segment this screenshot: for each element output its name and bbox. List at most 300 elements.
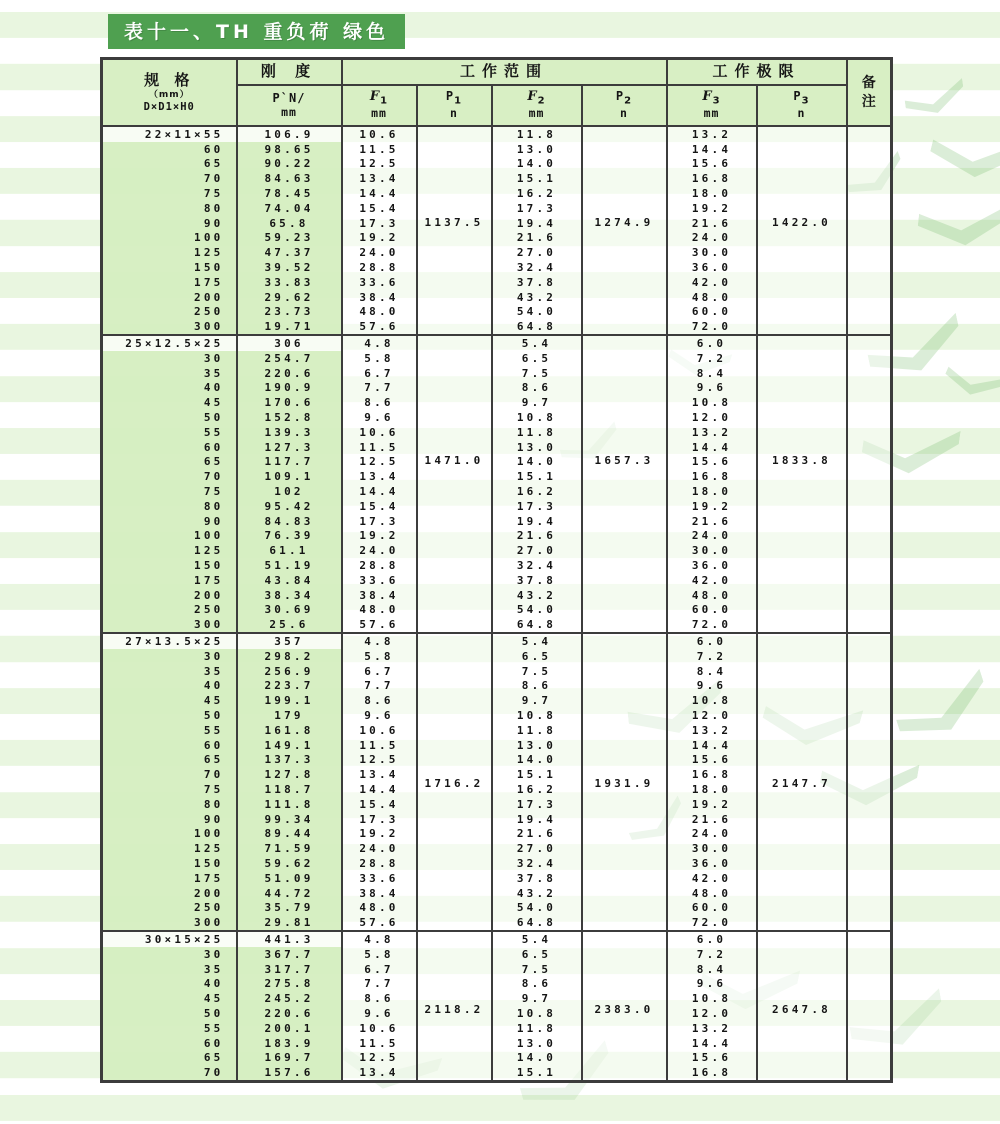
f1-cell: 57.6	[342, 617, 417, 633]
f2-cell: 15.1	[492, 469, 582, 484]
f1-cell: 24.0	[342, 543, 417, 558]
f1-cell: 33.6	[342, 275, 417, 290]
f3-cell: 21.6	[667, 216, 757, 231]
stiffness-cell: 179	[237, 708, 342, 723]
f3-cell: 6.0	[667, 335, 757, 351]
f1-cell: 7.7	[342, 678, 417, 693]
f1-cell: 38.4	[342, 588, 417, 603]
f3-cell: 15.6	[667, 1050, 757, 1065]
f1-cell: 6.7	[342, 962, 417, 977]
p2-value: 2383.0	[594, 1002, 654, 1016]
stiffness-cell: 102	[237, 484, 342, 499]
stiffness-cell: 367.7	[237, 947, 342, 962]
f1-cell: 11.5	[342, 440, 417, 455]
f3-cell: 30.0	[667, 543, 757, 558]
spec-cell: 100	[102, 529, 237, 544]
leaf-decoration	[889, 669, 998, 755]
stiffness-cell: 161.8	[237, 723, 342, 738]
f1-cell: 4.8	[342, 931, 417, 947]
f2-cell: 5.4	[492, 931, 582, 947]
f3-cell: 21.6	[667, 514, 757, 529]
stiffness-cell: 84.63	[237, 171, 342, 186]
f1-cell: 57.6	[342, 915, 417, 931]
p3-symbol: P	[793, 89, 802, 104]
spec-cell: 50	[102, 1006, 237, 1021]
f1-symbol: F	[369, 89, 381, 105]
f2-cell: 8.6	[492, 976, 582, 991]
p2-merged-cell	[582, 126, 667, 335]
spec-cell: 60	[102, 738, 237, 753]
stiffness-cell: 317.7	[237, 962, 342, 977]
sub-header-p3	[757, 85, 847, 126]
spec-cell: 70	[102, 1065, 237, 1081]
f3-cell: 14.4	[667, 440, 757, 455]
f3-symbol: F	[702, 89, 713, 105]
f2-cell: 32.4	[492, 260, 582, 275]
f1-cell: 13.4	[342, 1065, 417, 1081]
spec-cell: 250	[102, 603, 237, 618]
p1-merged-cell	[417, 931, 492, 1081]
stiffness-cell: 38.34	[237, 588, 342, 603]
stiffness-cell: 76.39	[237, 529, 342, 544]
f3-cell: 48.0	[667, 290, 757, 305]
f3-cell: 10.8	[667, 991, 757, 1006]
stiffness-cell: 59.62	[237, 856, 342, 871]
f2-cell: 19.4	[492, 812, 582, 827]
f2-cell: 10.8	[492, 1006, 582, 1021]
f3-cell: 10.8	[667, 395, 757, 410]
f3-cell: 48.0	[667, 588, 757, 603]
spec-cell: 35	[102, 962, 237, 977]
p3-value: 2147.7	[772, 776, 831, 790]
spec-cell: 45	[102, 991, 237, 1006]
f2-cell: 21.6	[492, 231, 582, 246]
stiffness-cell: 137.3	[237, 752, 342, 767]
stiffness-cell: 117.7	[237, 455, 342, 470]
f1-cell: 10.6	[342, 1021, 417, 1036]
stiffness-cell: 29.81	[237, 915, 342, 931]
spec-cell: 175	[102, 573, 237, 588]
stiffness-cell: 183.9	[237, 1036, 342, 1051]
spec-cell: 200	[102, 588, 237, 603]
f1-cell: 9.6	[342, 410, 417, 425]
stiffness-cell: 306	[237, 335, 342, 351]
p3-value: 1422.0	[772, 216, 831, 230]
spec-cell: 80	[102, 797, 237, 812]
spec-cell: 300	[102, 915, 237, 931]
f3-cell: 16.8	[667, 469, 757, 484]
f2-cell: 64.8	[492, 617, 582, 633]
f1-cell: 19.2	[342, 231, 417, 246]
f1-cell: 48.0	[342, 603, 417, 618]
stiffness-cell: 95.42	[237, 499, 342, 514]
f3-cell: 15.6	[667, 752, 757, 767]
f2-cell: 7.5	[492, 664, 582, 679]
f1-cell: 7.7	[342, 381, 417, 396]
f2-cell: 54.0	[492, 305, 582, 320]
p2-merged-cell	[582, 335, 667, 633]
spec-cell: 300	[102, 617, 237, 633]
table-row	[102, 633, 892, 649]
f3-cell: 19.2	[667, 499, 757, 514]
f2-cell: 7.5	[492, 962, 582, 977]
f2-cell: 11.8	[492, 723, 582, 738]
f1-cell: 10.6	[342, 126, 417, 142]
p2-value: 1931.9	[594, 776, 654, 790]
stiffness-cell: 33.83	[237, 275, 342, 290]
group-header-working-range: 工作范围	[342, 59, 667, 86]
f1-cell: 8.6	[342, 395, 417, 410]
f1-cell: 19.2	[342, 826, 417, 841]
f3-cell: 15.6	[667, 455, 757, 470]
spec-cell: 175	[102, 871, 237, 886]
remark-label: 备注	[861, 74, 876, 110]
f3-cell: 15.6	[667, 157, 757, 172]
stiffness-cell: 223.7	[237, 678, 342, 693]
f2-cell: 8.6	[492, 678, 582, 693]
f2-cell: 37.8	[492, 275, 582, 290]
f1-cell: 12.5	[342, 455, 417, 470]
f1-cell: 13.4	[342, 767, 417, 782]
f3-cell: 21.6	[667, 812, 757, 827]
spring-spec-table	[100, 57, 893, 1083]
spec-cell: 30	[102, 649, 237, 664]
f3-cell: 14.4	[667, 738, 757, 753]
f2-cell: 11.8	[492, 425, 582, 440]
f3-cell: 8.4	[667, 962, 757, 977]
f1-cell: 5.8	[342, 947, 417, 962]
p1-value: 2118.2	[424, 1002, 484, 1016]
f1-cell: 24.0	[342, 841, 417, 856]
f1-cell: 9.6	[342, 708, 417, 723]
spec-cell: 70	[102, 469, 237, 484]
p3-unit: n	[797, 106, 806, 121]
spec-cell: 65	[102, 1050, 237, 1065]
p1-unit: n	[450, 106, 458, 121]
f1-cell: 48.0	[342, 305, 417, 320]
spec-cell: 90	[102, 514, 237, 529]
f2-cell: 43.2	[492, 588, 582, 603]
spec-cell: 50	[102, 708, 237, 723]
table-row	[102, 335, 892, 351]
stiffness-cell: 89.44	[237, 826, 342, 841]
f2-cell: 32.4	[492, 558, 582, 573]
f1-cell: 14.4	[342, 782, 417, 797]
spec-cell: 45	[102, 693, 237, 708]
f2-cell: 32.4	[492, 856, 582, 871]
spec-cell: 125	[102, 245, 237, 260]
f2-cell: 10.8	[492, 410, 582, 425]
stiffness-cell: 84.83	[237, 514, 342, 529]
f2-cell: 6.5	[492, 947, 582, 962]
stiffness-cell: 111.8	[237, 797, 342, 812]
stiffness-cell: 275.8	[237, 976, 342, 991]
stiffness-cell: 61.1	[237, 543, 342, 558]
p1-value: 1471.0	[424, 453, 484, 467]
f1-cell: 14.4	[342, 186, 417, 201]
f1-cell: 6.7	[342, 664, 417, 679]
p3-merged-cell	[757, 633, 847, 931]
table-header	[102, 59, 892, 127]
spec-cell: 90	[102, 216, 237, 231]
f2-cell: 13.0	[492, 440, 582, 455]
f2-cell: 16.2	[492, 782, 582, 797]
stiffness-cell: 71.59	[237, 841, 342, 856]
f2-cell: 15.1	[492, 1065, 582, 1081]
f3-cell: 19.2	[667, 201, 757, 216]
stiffness-cell: 441.3	[237, 931, 342, 947]
sub-header-f1	[342, 85, 417, 126]
f2-cell: 13.0	[492, 738, 582, 753]
f1-cell: 8.6	[342, 693, 417, 708]
f1-cell: 33.6	[342, 871, 417, 886]
spec-cell: 100	[102, 826, 237, 841]
f2-cell: 9.7	[492, 693, 582, 708]
col-header-remark	[847, 59, 892, 127]
stiffness-unit: mm	[281, 104, 297, 119]
stiffness-cell: 149.1	[237, 738, 342, 753]
stiffness-cell: 51.19	[237, 558, 342, 573]
p1-value: 1716.2	[424, 776, 484, 790]
f1-cell: 5.8	[342, 649, 417, 664]
leaf-decoration	[903, 78, 968, 124]
f1-cell: 28.8	[342, 260, 417, 275]
f1-cell: 12.5	[342, 157, 417, 172]
f1-cell: 38.4	[342, 886, 417, 901]
spec-cell: 25×12.5×25	[102, 335, 237, 351]
spec-cell: 80	[102, 201, 237, 216]
group-header-working-limit: 工作极限	[667, 59, 847, 86]
f3-cell: 13.2	[667, 425, 757, 440]
f1-cell: 28.8	[342, 558, 417, 573]
f2-cell: 16.2	[492, 484, 582, 499]
f2-cell: 54.0	[492, 603, 582, 618]
stiffness-cell: 78.45	[237, 186, 342, 201]
p2-merged-cell	[582, 931, 667, 1081]
f1-cell: 28.8	[342, 856, 417, 871]
spec-unit: （mm）	[148, 90, 190, 101]
stiffness-cell: 220.6	[237, 1006, 342, 1021]
f1-cell: 15.4	[342, 797, 417, 812]
f2-cell: 9.7	[492, 991, 582, 1006]
f2-cell: 17.3	[492, 499, 582, 514]
f2-cell: 6.5	[492, 351, 582, 366]
f3-cell: 42.0	[667, 275, 757, 290]
f1-unit: mm	[371, 106, 387, 121]
spec-cell: 27×13.5×25	[102, 633, 237, 649]
f2-cell: 19.4	[492, 216, 582, 231]
stiffness-cell: 25.6	[237, 617, 342, 633]
spec-cell: 80	[102, 499, 237, 514]
f1-cell: 33.6	[342, 573, 417, 588]
f2-cell: 21.6	[492, 826, 582, 841]
f3-cell: 42.0	[667, 573, 757, 588]
f1-cell: 15.4	[342, 499, 417, 514]
spec-cell: 90	[102, 812, 237, 827]
spec-cell: 30	[102, 351, 237, 366]
stiffness-cell: 90.22	[237, 157, 342, 172]
f2-cell: 7.5	[492, 366, 582, 381]
f1-cell: 24.0	[342, 245, 417, 260]
f2-cell: 6.5	[492, 649, 582, 664]
f2-cell: 5.4	[492, 335, 582, 351]
f2-cell: 11.8	[492, 1021, 582, 1036]
p2-value: 1657.3	[594, 453, 654, 467]
stiffness-cell: 30.69	[237, 603, 342, 618]
f3-cell: 60.0	[667, 305, 757, 320]
f1-cell: 14.4	[342, 484, 417, 499]
f2-cell: 43.2	[492, 886, 582, 901]
f3-cell: 36.0	[667, 260, 757, 275]
spec-cell: 60	[102, 440, 237, 455]
stiffness-cell: 23.73	[237, 305, 342, 320]
spec-cell: 150	[102, 558, 237, 573]
f3-cell: 60.0	[667, 603, 757, 618]
f3-cell: 12.0	[667, 708, 757, 723]
table-row	[102, 126, 892, 142]
f1-cell: 9.6	[342, 1006, 417, 1021]
f3-cell: 42.0	[667, 871, 757, 886]
spec-cell: 50	[102, 410, 237, 425]
col-header-spec	[102, 59, 237, 127]
f2-cell: 21.6	[492, 529, 582, 544]
spec-cell: 250	[102, 305, 237, 320]
spec-cell: 45	[102, 395, 237, 410]
f3-cell: 9.6	[667, 381, 757, 396]
stiffness-cell: 200.1	[237, 1021, 342, 1036]
f2-cell: 14.0	[492, 157, 582, 172]
stiffness-cell: 127.3	[237, 440, 342, 455]
f3-cell: 72.0	[667, 915, 757, 931]
f3-cell: 12.0	[667, 410, 757, 425]
sub-header-stiffness-unit	[237, 85, 342, 126]
stiffness-cell: 152.8	[237, 410, 342, 425]
spec-cell: 30	[102, 947, 237, 962]
p1-merged-cell	[417, 633, 492, 931]
f3-cell: 9.6	[667, 678, 757, 693]
f1-subscript: 1	[380, 95, 389, 107]
f3-cell: 24.0	[667, 231, 757, 246]
p2-symbol: P	[615, 89, 625, 104]
stiffness-cell: 220.6	[237, 366, 342, 381]
f2-cell: 27.0	[492, 245, 582, 260]
f1-cell: 19.2	[342, 529, 417, 544]
f2-symbol: F	[527, 89, 538, 105]
spec-cell: 40	[102, 976, 237, 991]
f3-unit: mm	[703, 106, 720, 121]
f2-cell: 10.8	[492, 708, 582, 723]
f1-cell: 57.6	[342, 319, 417, 335]
f1-cell: 15.4	[342, 201, 417, 216]
stiffness-cell: 254.7	[237, 351, 342, 366]
p3-merged-cell	[757, 335, 847, 633]
p2-subscript: 2	[624, 95, 633, 107]
f2-cell: 15.1	[492, 171, 582, 186]
f3-cell: 48.0	[667, 886, 757, 901]
f3-cell: 13.2	[667, 723, 757, 738]
f1-cell: 11.5	[342, 142, 417, 157]
f1-cell: 17.3	[342, 514, 417, 529]
f1-cell: 12.5	[342, 752, 417, 767]
spec-cell: 22×11×55	[102, 126, 237, 142]
spec-cell: 30×15×25	[102, 931, 237, 947]
stiffness-cell: 29.62	[237, 290, 342, 305]
stiffness-cell: 35.79	[237, 900, 342, 915]
f2-subscript: 2	[537, 95, 546, 107]
f1-cell: 48.0	[342, 900, 417, 915]
page-title: 表十一、TH 重负荷 绿色	[108, 14, 405, 49]
f3-cell: 19.2	[667, 797, 757, 812]
f1-cell: 6.7	[342, 366, 417, 381]
f3-cell: 60.0	[667, 900, 757, 915]
f1-cell: 38.4	[342, 290, 417, 305]
f3-cell: 7.2	[667, 947, 757, 962]
stiffness-cell: 43.84	[237, 573, 342, 588]
spec-cell: 70	[102, 171, 237, 186]
f2-cell: 8.6	[492, 381, 582, 396]
spec-cell: 35	[102, 366, 237, 381]
f3-cell: 16.8	[667, 1065, 757, 1081]
spec-cell: 100	[102, 231, 237, 246]
f1-cell: 13.4	[342, 469, 417, 484]
leaf-decoration	[939, 353, 1000, 412]
f3-cell: 36.0	[667, 856, 757, 871]
p1-merged-cell	[417, 335, 492, 633]
spec-cell: 250	[102, 900, 237, 915]
sub-header-p1	[417, 85, 492, 126]
stiffness-cell: 127.8	[237, 767, 342, 782]
p3-subscript: 3	[801, 95, 810, 107]
f3-cell: 6.0	[667, 633, 757, 649]
spec-cell: 75	[102, 484, 237, 499]
stiffness-cell: 106.9	[237, 126, 342, 142]
f3-subscript: 3	[712, 95, 721, 107]
f1-cell: 7.7	[342, 976, 417, 991]
remark-cell	[847, 126, 892, 335]
spec-formula: D×D1×H0	[143, 100, 195, 113]
spec-cell: 150	[102, 856, 237, 871]
stiffness-cell: 169.7	[237, 1050, 342, 1065]
p2-unit: n	[620, 106, 628, 121]
f1-cell: 17.3	[342, 216, 417, 231]
f2-cell: 27.0	[492, 543, 582, 558]
f2-cell: 37.8	[492, 871, 582, 886]
f2-cell: 19.4	[492, 514, 582, 529]
f2-cell: 54.0	[492, 900, 582, 915]
f2-cell: 27.0	[492, 841, 582, 856]
stiffness-cell: 118.7	[237, 782, 342, 797]
f3-cell: 12.0	[667, 1006, 757, 1021]
f1-cell: 17.3	[342, 812, 417, 827]
f3-cell: 7.2	[667, 649, 757, 664]
f2-cell: 5.4	[492, 633, 582, 649]
f1-cell: 10.6	[342, 425, 417, 440]
stiffness-cell: 74.04	[237, 201, 342, 216]
f1-cell: 4.8	[342, 633, 417, 649]
stiffness-cell: 59.23	[237, 231, 342, 246]
sub-header-f3	[667, 85, 757, 126]
spec-cell: 60	[102, 142, 237, 157]
f3-cell: 18.0	[667, 484, 757, 499]
f3-cell: 16.8	[667, 767, 757, 782]
f3-cell: 10.8	[667, 693, 757, 708]
f1-cell: 11.5	[342, 738, 417, 753]
spec-cell: 40	[102, 678, 237, 693]
f2-cell: 15.1	[492, 767, 582, 782]
stiffness-symbol: P`N/	[272, 90, 306, 105]
stiffness-cell: 109.1	[237, 469, 342, 484]
f2-cell: 64.8	[492, 915, 582, 931]
